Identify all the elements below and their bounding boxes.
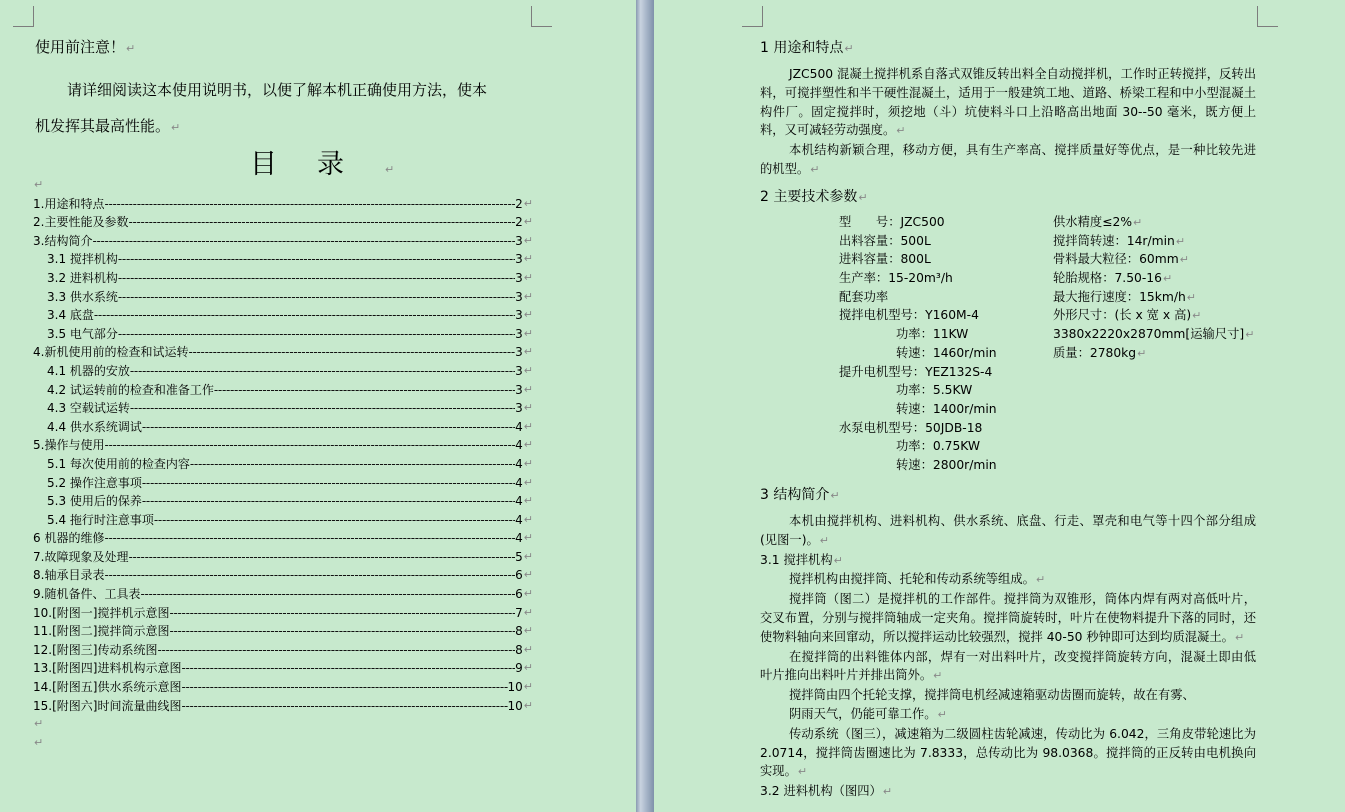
toc-entry[interactable]: 10.[附图一]搅拌机示意图 ----- 7 ↵ — [33, 604, 533, 623]
toc-entry[interactable]: 13.[附图四]进料机构示意图 ----- 9 ↵ — [33, 659, 533, 678]
toc-entry-page: 4 — [515, 531, 523, 546]
toc-entry[interactable]: 3.4 底盘 ----- 3 ↵ — [33, 306, 533, 325]
toc-leader — [188, 343, 515, 362]
toc-leader — [214, 381, 515, 400]
toc-blank-line: ↵ — [34, 717, 44, 731]
toc-leader — [181, 659, 515, 678]
spec-item: 出料容量：500L — [839, 233, 931, 248]
section-3-body: 本机由搅拌机构、进料机构、供水系统、底盘、行走、罩壳和电气等十四个部分组成(见图一)。↵ 3.1 搅拌机构↵ 搅拌机构由搅拌筒、托轮和传动系统等组成。↵ 搅拌筒（图二）是搅拌机的工作部件。搅拌筒为双锥形，筒体内焊有两对高低叶片，交叉布置，分别与搅拌筒轴成一定夹角。搅拌筒旋转时，叶片在使物料提升下落的同时，还使物料轴向来回窜动，所以搅拌运动比较强烈，搅拌 40-50 秒钟即可达到均质混凝土。↵ 在搅拌筒的出料锥体内部，焊有一对出料叶片，改变搅拌筒旋转方向，混凝土即由低叶片推向出料叶片并排出筒外。↵ 搅拌筒由四个托轮支撑，搅拌筒电机经减速箱驱动齿圈而旋转，故在有雾、 阴雨天气，仍能可靠工作。↵ 传动系统（图三），减速箱为二级圆柱齿轮减速，传动比为 6.042，三角皮带轮速比为 2.0714，搅拌筒齿圈速比为 7.8333，总传动比为 98.0368。搅拌筒的正反转由电机换向实现。↵ 3.2 进料机构（图四）↵ — [760, 512, 1256, 802]
toc-entry[interactable]: 4.新机使用前的检查和试运转 ----- 3 ↵ — [33, 343, 533, 362]
toc-entry[interactable]: 3.结构简介 ----- 3 ↵ — [33, 232, 533, 251]
toc-leader — [118, 288, 515, 307]
toc-entry[interactable]: 4.3 空载试运转 ----- 3 ↵ — [33, 399, 533, 418]
toc-entry[interactable]: 3.2 进料机构 ----- 3 ↵ — [33, 269, 533, 288]
toc-leader — [130, 362, 515, 381]
crop-mark-top-right — [1257, 6, 1278, 27]
toc-entry-label: 7.故障现象及处理 — [33, 549, 129, 564]
toc-leader — [181, 678, 507, 697]
toc-entry-page: 4 — [515, 456, 523, 471]
toc-entry-label: 2.主要性能及参数 — [33, 215, 129, 230]
toc-leader — [92, 232, 515, 251]
subsection-heading-3-1: 3.1 搅拌机构↵ — [760, 552, 843, 567]
toc-leader — [128, 548, 515, 567]
toc-entry-label: 14.[附图五]供水系统示意图 — [33, 680, 182, 695]
crop-mark-top-left — [13, 6, 34, 27]
toc-entry[interactable]: 4.2 试运转前的检查和准备工作 ----- 3 ↵ — [33, 381, 533, 400]
spec-item: 转速：1460r/min — [896, 345, 997, 360]
section-1-body: JZC500 混凝土搅拌机系自落式双锥反转出料全自动搅拌机，工作时正转搅拌，反转出料，可搅拌塑性和半干硬性混凝土，适用于一般建筑工地、道路、桥梁工程和中小型混凝土构件厂。固定搅拌时，须挖地（斗）坑使料斗口上沿略高出地面 30--50 毫米，既方便上料，又可减轻劳动强度。↵ 本机结构新颖合理，移动方便，具有生产率高、搅拌质量好等优点，是一种比较先进的机型。↵ — [760, 67, 1256, 176]
toc-entry[interactable]: 2.主要性能及参数 ----- 2 ↵ — [33, 213, 533, 232]
notice-title: 使用前注意！↵ — [35, 38, 136, 56]
toc-entry-label: 4.4 供水系统调试 — [47, 419, 142, 434]
spec-item: 外形尺寸：(长 x 宽 x 高)↵ — [1053, 308, 1202, 323]
toc-entry-label: 9.随机备件、工具表 — [33, 587, 141, 602]
spec-item: 型 号：JZC500 — [839, 215, 945, 229]
toc-entry-label: 13.[附图四]进料机构示意图 — [33, 661, 182, 676]
toc-entry-page: 3 — [515, 252, 523, 267]
toc-entry[interactable]: 3.5 电气部分 ----- 3 ↵ — [33, 325, 533, 344]
toc-entry-page: 3 — [515, 326, 523, 341]
toc-leader — [190, 455, 515, 474]
toc-entry[interactable]: 4.1 机器的安放 ----- 3 ↵ — [33, 362, 533, 381]
toc-entry-label: 5.操作与使用 — [33, 438, 105, 453]
toc-leader — [140, 585, 515, 604]
spec-item: 生产率：15-20m³/h — [839, 271, 953, 286]
spec-item: 功率：5.5KW — [896, 383, 973, 398]
toc-leader — [104, 529, 515, 548]
toc-leader — [104, 566, 515, 585]
spec-item: 搅拌筒转速：14r/min↵ — [1053, 233, 1186, 248]
spec-item: 水泵电机型号：50JDB-18 — [839, 420, 983, 435]
toc-entry-page: 6 — [515, 587, 523, 602]
toc-entry-label: 6 机器的维修 — [33, 531, 105, 546]
toc-entry-label: 4.2 试运转前的检查和准备工作 — [47, 382, 214, 397]
toc-entry[interactable]: 5.1 每次使用前的检查内容 ----- 4 ↵ — [33, 455, 533, 474]
toc-entry-page: 3 — [515, 382, 523, 397]
page-gutter — [636, 0, 654, 812]
toc-entry-page: 2 — [515, 215, 523, 230]
toc-leader — [142, 418, 515, 437]
toc-leader — [118, 269, 515, 288]
spec-item: 3380x2220x2870mm[运输尺寸]↵ — [1053, 327, 1255, 342]
toc-entry-page: 7 — [515, 605, 523, 620]
toc-entry[interactable]: 3.1 搅拌机构 ----- 3 ↵ — [33, 250, 533, 269]
spec-item: 骨料最大粒径：60mm↵ — [1053, 252, 1189, 267]
toc-entry[interactable]: 4.4 供水系统调试 ----- 4 ↵ — [33, 418, 533, 437]
toc-entry-label: 3.4 底盘 — [47, 308, 94, 323]
toc-entry-label: 5.1 每次使用前的检查内容 — [47, 456, 190, 471]
toc-entry-label: 11.[附图二]搅拌筒示意图 — [33, 624, 170, 639]
toc-entry[interactable]: 7.故障现象及处理 ----- 5 ↵ — [33, 548, 533, 567]
toc-entry[interactable]: 5.操作与使用 ----- 4 ↵ — [33, 436, 533, 455]
toc-leader — [94, 306, 515, 325]
section-heading-1: 1 用途和特点↵ — [760, 40, 854, 56]
toc-entry-page: 4 — [515, 512, 523, 527]
crop-mark-top-right — [531, 6, 552, 27]
toc-entry-label: 3.结构简介 — [33, 233, 93, 248]
toc-entry[interactable]: 5.2 操作注意事项 ----- 4 ↵ — [33, 474, 533, 493]
toc-entry-page: 8 — [515, 642, 523, 657]
toc-entry-page: 10 — [507, 680, 523, 695]
spec-item: 轮胎规格：7.50-16↵ — [1053, 271, 1173, 286]
toc-leader — [130, 399, 515, 418]
spec-list-left — [839, 213, 997, 475]
toc-leader — [104, 436, 515, 455]
toc-entry-label: 4.新机使用前的检查和试运转 — [33, 345, 189, 360]
toc-entry-label: 5.3 使用后的保养 — [47, 494, 142, 509]
toc-entry-page: 3 — [515, 289, 523, 304]
toc-entry[interactable]: 9.随机备件、工具表 ----- 6 ↵ — [33, 585, 533, 604]
toc-entry[interactable]: 3.3 供水系统 ----- 3 ↵ — [33, 288, 533, 307]
toc-blank-line: ↵ — [34, 735, 44, 749]
toc-entry-label: 3.5 电气部分 — [47, 326, 118, 341]
toc-leader — [181, 697, 507, 716]
spec-item: 供水精度≤2%↵ — [1053, 215, 1143, 229]
toc-entry-page: 9 — [515, 661, 523, 676]
toc-entry-page: 10 — [507, 698, 523, 713]
toc-entry-label: 5.2 操作注意事项 — [47, 475, 142, 490]
crop-mark-top-left — [742, 6, 763, 27]
toc-entry[interactable]: 8.轴承目录表 ----- 6 ↵ — [33, 566, 533, 585]
spec-item: 最大拖行速度：15km/h↵ — [1053, 289, 1196, 304]
toc-entry-label: 3.2 进料机构 — [47, 270, 118, 285]
spec-item: 搅拌电机型号：Y160M-4 — [839, 308, 979, 323]
toc-entry-page: 8 — [515, 624, 523, 639]
toc-entry-page: 3 — [515, 363, 523, 378]
toc-entry-page: 4 — [515, 494, 523, 509]
table-of-contents — [33, 176, 533, 752]
toc-leader — [154, 511, 515, 530]
toc-leader — [169, 622, 515, 641]
spec-item: 质量：2780kg↵ — [1053, 345, 1147, 360]
toc-entry-page: 3 — [515, 270, 523, 285]
toc-entry-label: 5.4 拖行时注意事项 — [47, 512, 154, 527]
toc-entry-label: 12.[附图三]传动系统图 — [33, 642, 158, 657]
notice-paragraph: 请详细阅读这本使用说明书，以便了解本机正确使用方法，使本 机发挥其最高性能。↵ — [35, 81, 488, 135]
toc-leader — [157, 641, 515, 660]
toc-entry[interactable]: 12.[附图三]传动系统图 ----- 8 ↵ — [33, 641, 533, 660]
toc-entry[interactable]: 5.3 使用后的保养 ----- 4 ↵ — [33, 492, 533, 511]
toc-title: 目录↵ — [250, 149, 395, 180]
toc-entry-label: 10.[附图一]搅拌机示意图 — [33, 605, 170, 620]
toc-blank-line: ↵ — [34, 178, 44, 191]
spec-item: 功率：11KW — [896, 327, 969, 342]
toc-entry-label: 4.1 机器的安放 — [47, 363, 130, 378]
toc-entry[interactable]: 6 机器的维修 ----- 4 ↵ — [33, 529, 533, 548]
toc-entry-page: 3 — [515, 308, 523, 323]
toc-entry-label: 4.3 空载试运转 — [47, 401, 130, 416]
toc-entry-label: 3.1 搅拌机构 — [47, 252, 118, 267]
toc-entry[interactable]: 11.[附图二]搅拌筒示意图 ----- 8 ↵ — [33, 622, 533, 641]
spec-list-right — [1053, 213, 1254, 363]
toc-entry-label: 3.3 供水系统 — [47, 289, 118, 304]
document-page-right — [654, 0, 1345, 812]
spec-item: 转速：2800r/min — [896, 457, 997, 472]
section-heading-2: 2 主要技术参数↵ — [760, 189, 868, 205]
toc-entry-label: 8.轴承目录表 — [33, 568, 105, 583]
toc-entry-page: 4 — [515, 438, 523, 453]
toc-entry-page: 5 — [515, 549, 523, 564]
spec-item: 功率：0.75KW — [896, 439, 981, 454]
toc-leader — [169, 604, 515, 623]
toc-entry[interactable]: 14.[附图五]供水系统示意图 ----- 10 ↵ — [33, 678, 533, 697]
toc-entry-label: 1.用途和特点 — [33, 196, 105, 211]
spec-item: 提升电机型号：YEZ132S-4 — [839, 364, 993, 379]
toc-leader — [142, 474, 515, 493]
toc-leader — [118, 325, 515, 344]
toc-entry-page: 2 — [515, 196, 523, 211]
toc-entry-page: 3 — [515, 233, 523, 248]
spec-item: 转速：1400r/min — [896, 401, 997, 416]
spec-item: 配套功率 — [839, 289, 889, 304]
toc-leader — [104, 195, 515, 214]
toc-leader — [142, 492, 515, 511]
spec-item: 进料容量：800L — [839, 252, 931, 267]
toc-leader — [118, 250, 515, 269]
section-heading-3: 3 结构简介↵ — [760, 487, 840, 503]
toc-entry-label: 15.[附图六]时间流量曲线图 — [33, 698, 182, 713]
subsection-heading-3-2: 3.2 进料机构（图四）↵ — [760, 784, 893, 799]
toc-entry-page: 3 — [515, 401, 523, 416]
toc-entry[interactable]: 15.[附图六]时间流量曲线图 ----- 10 ↵ — [33, 697, 533, 716]
toc-entry-page: 4 — [515, 419, 523, 434]
toc-entry-page: 4 — [515, 475, 523, 490]
toc-entry[interactable]: 1.用途和特点 ----- 2 ↵ — [33, 195, 533, 214]
toc-entry-page: 6 — [515, 568, 523, 583]
toc-entry-page: 3 — [515, 345, 523, 360]
toc-entry[interactable]: 5.4 拖行时注意事项 ----- 4 ↵ — [33, 511, 533, 530]
toc-leader — [128, 213, 515, 232]
document-page-left — [0, 0, 636, 812]
